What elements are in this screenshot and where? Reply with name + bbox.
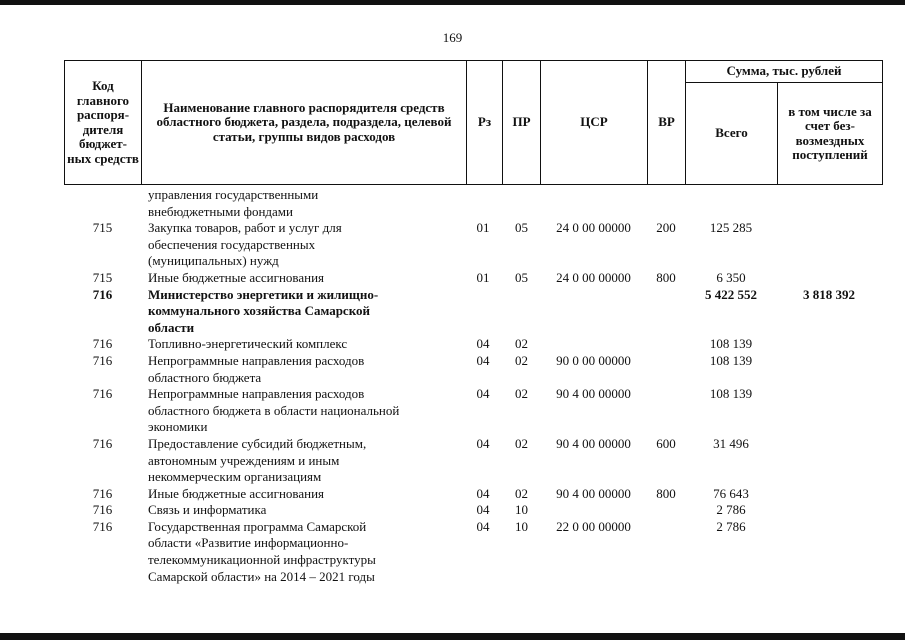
table-row bbox=[0, 386, 905, 436]
page-number: 169 bbox=[442, 30, 463, 45]
row-total: 76 643 bbox=[713, 485, 749, 501]
row-code: 716 bbox=[92, 435, 113, 451]
row-pr: 05 bbox=[515, 269, 528, 285]
row-rz: 04 bbox=[476, 518, 490, 534]
row-name: управления государственными внебюджетными фондами bbox=[148, 187, 319, 219]
header-pr: ПР bbox=[503, 61, 541, 185]
row-rz: 04 bbox=[476, 352, 490, 368]
row-name: Предоставление субсидий бюджетным, автономным учреждениям и иным некоммерческим организациям bbox=[148, 435, 367, 485]
row-rz: 04 bbox=[476, 435, 490, 451]
row-total: 5 422 552 bbox=[705, 286, 757, 302]
row-pr: 02 bbox=[515, 435, 528, 451]
row-code: 716 bbox=[92, 352, 113, 368]
table-row bbox=[0, 270, 905, 287]
row-csr: 22 0 00 00000 bbox=[556, 518, 631, 534]
row-name: Закупка товаров, работ и услуг для обеспечения государственных (муниципальных) нужд bbox=[148, 220, 342, 269]
table-row bbox=[0, 187, 905, 220]
row-pr: 02 bbox=[515, 336, 528, 352]
row-total: 108 139 bbox=[709, 386, 753, 402]
row-total: 2 786 bbox=[716, 502, 746, 518]
table-row bbox=[0, 353, 905, 386]
row-rz: 04 bbox=[476, 502, 490, 518]
row-csr: 24 0 00 00000 bbox=[556, 220, 631, 236]
row-code: 716 bbox=[92, 502, 113, 518]
row-code: 715 bbox=[92, 269, 113, 285]
row-name: Министерство энергетики и жилищно- коммунального хозяйства Самарской области bbox=[148, 286, 379, 335]
row-pr: 05 bbox=[515, 220, 528, 236]
row-name: Иные бюджетные ассигнования bbox=[148, 485, 325, 501]
row-code: 715 bbox=[92, 220, 113, 236]
row-vr: 800 bbox=[656, 269, 676, 285]
row-csr: 90 4 00 00000 bbox=[556, 485, 631, 501]
row-total: 2 786 bbox=[716, 518, 746, 534]
table-header bbox=[64, 60, 883, 185]
top-border bbox=[0, 0, 905, 5]
row-rz: 04 bbox=[476, 485, 490, 501]
row-name: Топливно-энергетический комплекс bbox=[148, 336, 348, 352]
header-vr: ВР bbox=[648, 61, 686, 185]
table-row bbox=[0, 336, 905, 353]
row-rz: 01 bbox=[476, 220, 490, 236]
bottom-border bbox=[0, 633, 905, 640]
header-code: Код главного распоря-дителя бюджет-ных средств bbox=[65, 61, 142, 185]
row-code: 716 bbox=[92, 336, 113, 352]
row-vr: 600 bbox=[656, 435, 676, 451]
row-name: Непрограммные направления расходов областного бюджета bbox=[148, 352, 365, 385]
row-csr: 24 0 00 00000 bbox=[556, 269, 631, 285]
row-name: Иные бюджетные ассигнования bbox=[148, 269, 325, 285]
row-name: Связь и информатика bbox=[148, 502, 267, 518]
row-total: 108 139 bbox=[709, 336, 753, 352]
row-csr: 90 4 00 00000 bbox=[556, 386, 631, 402]
table-row bbox=[0, 436, 905, 486]
header-name: Наименование главного распорядителя средств областного бюджета, раздела, подраздела, целевой статьи, группы видов расходов bbox=[142, 61, 467, 185]
header-total: Всего bbox=[686, 83, 778, 185]
row-pr: 02 bbox=[515, 352, 528, 368]
row-csr: 90 4 00 00000 bbox=[556, 435, 631, 451]
row-code: 716 bbox=[92, 286, 113, 302]
table-row bbox=[0, 220, 905, 270]
table-row bbox=[0, 486, 905, 503]
table-row bbox=[0, 502, 905, 519]
row-code: 716 bbox=[92, 386, 113, 402]
row-name: Непрограммные направления расходов областного бюджета в области национальной экономики bbox=[148, 386, 400, 435]
row-incl: 3 818 392 bbox=[803, 286, 855, 302]
row-total: 125 285 bbox=[709, 220, 753, 236]
header-rz: Рз bbox=[467, 61, 503, 185]
header-sum: Сумма, тыс. рублей bbox=[686, 61, 883, 83]
row-total: 6 350 bbox=[716, 269, 746, 285]
row-vr: 200 bbox=[656, 220, 676, 236]
row-vr: 800 bbox=[656, 485, 676, 501]
row-name: Государственная программа Самарской области «Развитие информационно- телекоммуникационной инфраструктуры Самарской области» на 2014 – 2021 годы bbox=[148, 518, 376, 584]
header-incl: в том числе за счет без-возмездных поступлений bbox=[778, 83, 883, 185]
row-csr: 90 0 00 00000 bbox=[556, 352, 631, 368]
row-total: 108 139 bbox=[709, 352, 753, 368]
row-code: 716 bbox=[92, 485, 113, 501]
table-body bbox=[0, 187, 905, 585]
row-rz: 04 bbox=[476, 336, 490, 352]
row-pr: 10 bbox=[515, 518, 528, 534]
table-row bbox=[0, 287, 905, 337]
row-code: 716 bbox=[92, 518, 113, 534]
row-rz: 04 bbox=[476, 386, 490, 402]
row-pr: 02 bbox=[515, 485, 528, 501]
table-row bbox=[0, 519, 905, 585]
row-total: 31 496 bbox=[713, 435, 749, 451]
header-csr: ЦСР bbox=[541, 61, 648, 185]
row-pr: 10 bbox=[515, 502, 528, 518]
row-rz: 01 bbox=[476, 269, 490, 285]
row-pr: 02 bbox=[515, 386, 528, 402]
